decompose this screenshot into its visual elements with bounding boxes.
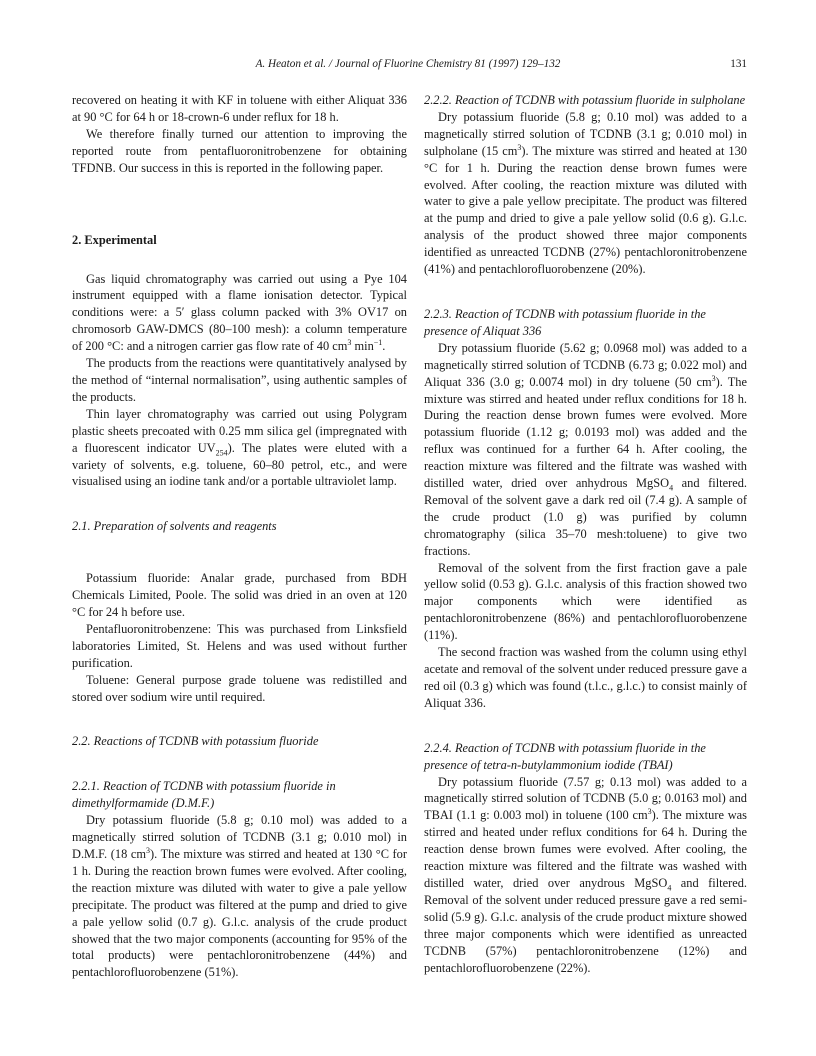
paragraph: recovered on heating it with KF in toluene with either Aliquat 336 at 90 °C for 64 h or 18-crown-6 under reflux for 18 h. [72,93,407,124]
paragraph: Toluene: General purpose grade toluene was redistilled and stored over sodium wire until required. [72,672,407,704]
paragraph: The second fraction was washed from the column using ethyl acetate and removal of the solvent under reduced pressure gave a red oil (0.3 g) which was found (t.l.c., g.l.c.) to consist mainly of Aliquat 336. [424,645,747,710]
paragraph: Dry potassium fluoride (5.8 g; 0.10 mol) was added to a magnetically stirred solution of TCDNB (3.1 g; 0.010 mol) in sulpholane (15 $cm^3$). The mixture was stirred and heated at 130 °C for 1 h. During the reaction dense brown fumes were evolved. After cooling, the reaction mixture was diluted with water to give a pale yellow precipitate. The product was filtered at the pump and dried to give a pale yellow solid (0.6 g). G.l.c. analysis of the product showed three major components identified as unreacted TCDNB (27%) pentachloronitrobenzene (41%) and pentachlorofluorobenzene (20%). [424,109,747,277]
paragraph: Removal of the solvent from the first fraction gave a pale yellow solid (0.53 g). G.l.c. analysis of this fraction showed two major components which were identified as pentachloronitrobenzene (86%) and pentachlorofluorobenzene (11%). [424,560,747,643]
subsection-heading: 2.1. Preparation of solvents and reagents [72,519,277,534]
paragraph: Dry potassium fluoride (5.62 g; 0.0968 mol) was added to a magnetically stirred solution of TCDNB (6.73 g; 0.022 mol) and Aliquat 336 (3.0 g; 0.0074 mol) in dry toluene (50 $cm^3$). The mixture was stirred and heated under reflux conditions for 18 h. During the reaction dense brown fumes were evolved. More potassium fluoride (1.12 g; 0.0193 mol) was added and the reflux was continued for a further 64 h. After cooling, the reaction mixture was filtered and the filtrate was washed with distilled water, dried over anhydrous MgSO$_4$ and filtered. Removal of the solvent gave a dark red oil (7.4 g). A sample of the crude product (1.0 g) was purified by column chromatography (silica 35–70 mesh:toluene) to give two fractions. [424,340,747,558]
paragraph: Dry potassium fluoride (7.57 g; 0.13 mol) was added to a magnetically stirred solution of TCDNB (5.0 g; 0.0163 mol) and TBAI (1.1 g: 0.003 mol) in toluene (100 $cm^3$). The mixture was stirred and heated under reflux conditions for 64 h. During the reaction dense brown fumes were evolved. After cooling, the reaction mixture was filtered and the filtrate was washed with distilled water, dried over anydrous MgSO$_4$ and filtered. Removal of the solvent under reduced pressure gave a red semi-solid (5.9 g). G.l.c. analysis of the crude product mixture showed three major components which were identified as unreacted TCDNB (57%) pentachloronitrobenzene (12%) and pentachlorofluorobenzene (22%). [424,774,747,975]
page-number: 131 [730,58,747,70]
paragraph: Thin layer chromatography was carried out using Polygram plastic sheets precoated with 0.25 mm silica gel (impregnated with a fluorescent indicator $UV_{254}$). The plates were eluted with a variety of solvents, e.g. toluene, 60–80 petrol, etc., and were visualised using an iodine tank and/or a portable ultraviolet lamp. [72,406,407,489]
paragraph: Gas liquid chromatography was carried out using a Pye 104 instrument equipped with a flame ionisation detector. Typical conditions were: a 5′ glass column packed with 3% OV17 on chromosorb GAW-DMCS (80–100 mesh): a column temperature of 200 °C: and a nitrogen carrier gas flow rate of 40 $cm^3$ $\min^{-1}$. [72,271,407,354]
subsubsection-heading: 2.2.3. Reaction of TCDNB with potassium fluoride in the presence of Aliquat 336 [424,306,706,338]
left-column [72,92,407,981]
subsubsection-heading: 2.2.1. Reaction of TCDNB with potassium fluoride in dimethylformamide (D.M.F.) [72,779,336,811]
paragraph: Pentafluoronitrobenzene: This was purchased from Linksfield laboratories Limited, St. Helens and was used without further purification. [72,621,407,670]
paragraph: Dry potassium fluoride (5.8 g; 0.10 mol) was added to a magnetically stirred solution of TCDNB (3.1 g; 0.010 mol) in D.M.F. (18 $cm^3$). The mixture was stirred and heated at 130 °C for 1 h. During the reaction brown fumes were evolved. After cooling, the reaction mixture was diluted with water to give a pale yellow precipitate. The product was filtered at the pump and dried to give a pale yellow solid (0.7 g). G.l.c. analysis of the crude product showed that the two major components (accounting for 95% of the total products) were pentachloronitrobenzene (44%) and pentachlorofluorobenzene (51%). [72,813,407,980]
right-column [424,92,747,976]
section-heading: 2. Experimental [72,232,157,247]
running-head: A. Heaton et al. / Journal of Fluorine Chemistry 81 (1997) 129–132 [255,58,561,70]
paragraph: Potassium fluoride: Analar grade, purchased from BDH Chemicals Limited, Poole. The solid was dried in an oven at 120 °C for 24 h before use. [72,571,407,620]
subsubsection-heading: 2.2.2. Reaction of TCDNB with potassium fluoride in sulpholane [424,93,746,107]
subsubsection-heading: 2.2.4. Reaction of TCDNB with potassium fluoride in the presence of tetra-n-butylammonium iodide (TBAI) [424,740,706,772]
paragraph: The products from the reactions were quantitatively analysed by the method of “internal normalisation”, using authentic samples of the products. [72,356,407,404]
running-header [0,58,816,76]
paragraph: We therefore finally turned our attention to improving the reported route from pentafluoronitrobenzene for obtaining TFDNB. Our success in this is reported in the following paper. [72,126,407,175]
subsection-heading: 2.2. Reactions of TCDNB with potassium fluoride [72,734,319,749]
